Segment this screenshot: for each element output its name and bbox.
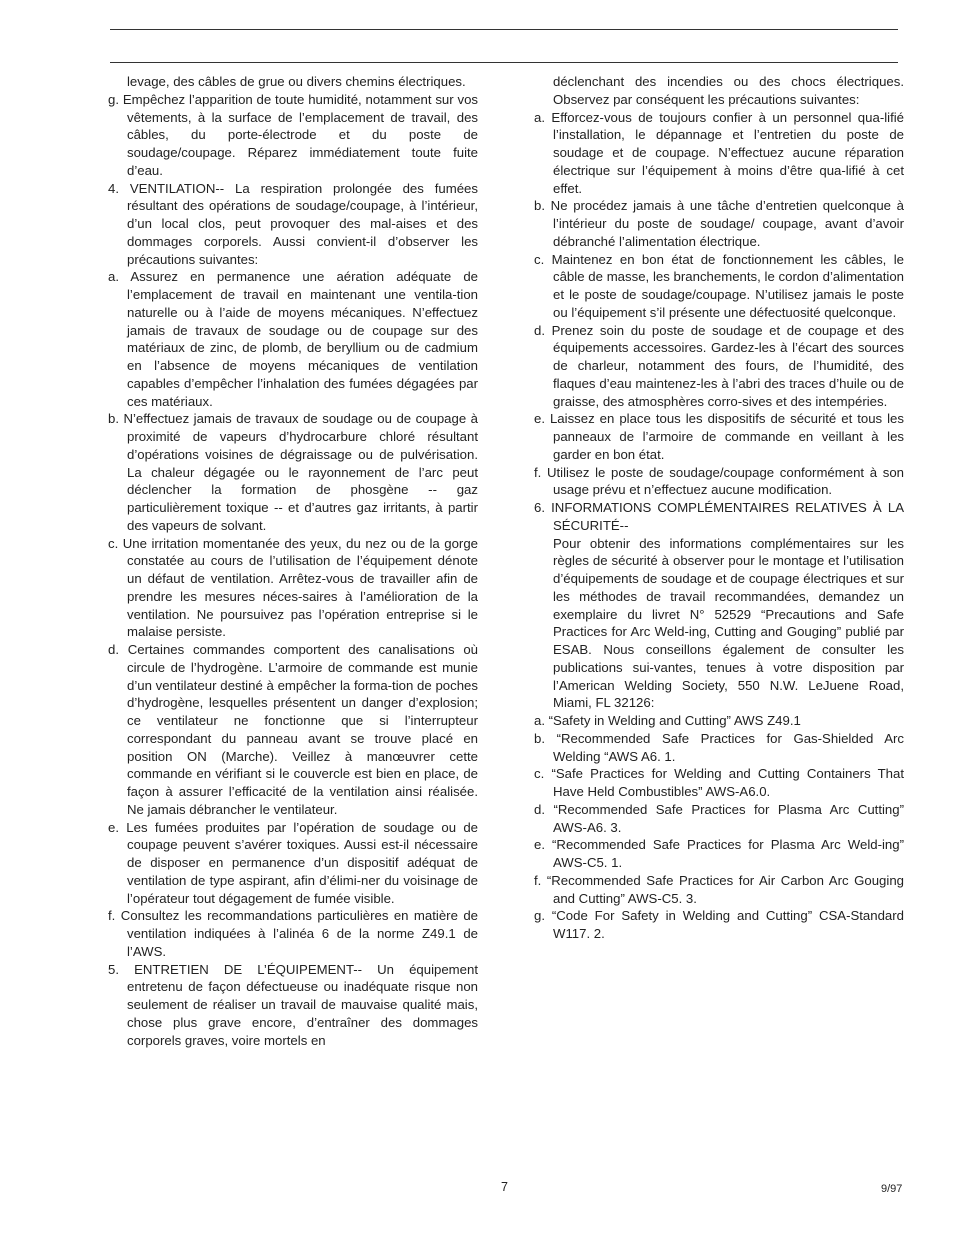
section-heading: 5. ENTRETIEN DE L’ÉQUIPEMENT-- Un équipement entretenu de façon défectueuse ou inadéquate risque non seulement de réaliser un travail de mauvaise qualité mais, chose plus grave encore, d’entraîner des dommages corporels graves, voire mortels en bbox=[108, 961, 478, 1048]
top-rule bbox=[110, 29, 898, 30]
list-item: f. Consultez les recommandations particulières en matière de ventilation indiquées à l’alinéa 6 de la norme Z49.1 de l’AWS. bbox=[108, 908, 478, 959]
list-item: b. Ne procédez jamais à une tâche d’entretien quelconque à l’intérieur du poste de soudage/ coupage, avant d’avoir débranché l’alimentation électrique. bbox=[534, 198, 904, 249]
reference-item: g. “Code For Safety in Welding and Cutting” CSA-Standard W117. 2. bbox=[534, 908, 904, 941]
paragraph: levage, des câbles de grue ou divers chemins électriques. bbox=[127, 74, 466, 89]
list-item: c. Une irritation momentanée des yeux, du nez ou de la gorge constatée au cours de l’utilisation de l’équipement dénote un défaut de ventilation. Arrêtez-vous de travailler afin de prendre les mesures néces-saires à l’amélioration de la ventilation. Ne poursuivez pas l’opération entreprise si le malaise persiste. bbox=[108, 535, 478, 640]
list-item: c. Maintenez en bon état de fonctionnement les câbles, le câble de masse, les branchements, le cordon d’alimentation et le poste de soudage/coupage. N’utilisez jamais le poste ou l’équipement s’il présente une défectuosité quelconque. bbox=[534, 251, 904, 320]
section-heading: 6. INFORMATIONS COMPLÉMENTAIRES RELATIVES À LA SÉCURITÉ-- bbox=[534, 500, 904, 533]
list-item: f. Utilisez le poste de soudage/coupage conformément à son usage prévu et n’effectuez aucune modification. bbox=[534, 464, 904, 498]
reference-item: d. “Recommended Safe Practices for Plasma Arc Cutting” AWS-A6. 3. bbox=[534, 801, 904, 835]
paragraph: Pour obtenir des informations complémentaires sur les règles de sécurité à observer pour le montage et l’utilisation d’équipements de soudage et de coupage électriques et sur les méthodes de travail recommandées, demandez un exemplaire du livret N° 52529 “Precautions and Safe Practices for Arc Weld-ing, Cutting and Gouging” publié par ESAB. Nous conseillons également de consulter les publications sui-vantes, tenues à votre disposition par l’American Welding Society, 550 N.W. LeJuene Road, Miami, FL 32126: bbox=[553, 535, 904, 711]
list-item: e. Les fumées produites par l’opération de soudage ou de coupage peuvent s’avérer toxiques. Aussi est-il nécessaire de disposer en permanence d’un dispositif adéquat de ventilation de type aspirant, afin d’élimi-ner du voisinage de l’opérateur tout dégagement de fumée visible. bbox=[108, 819, 478, 906]
list-item: a. Efforcez-vous de toujours confier à un personnel qua-lifié l’installation, le dépannage et l’entretien du poste de soudage et de coupage. N’effectuez aucune réparation électrique sur l’équipement à moins d’être qua-lifié à cet effet. bbox=[534, 109, 904, 196]
list-item: d. Prenez soin du poste de soudage et de coupage et des équipements accessoires. Gardez-les à l’écart des sources de charleur, notamment des fours, de l’humidité, des flaques d’eau maintenez-les à l’abri des traces d’huile ou de graisse, des atmosphères corro-sives et des intempéries. bbox=[534, 322, 904, 409]
reference-item: f. “Recommended Safe Practices for Air Carbon Arc Gouging and Cutting” AWS-C5. 3. bbox=[534, 872, 904, 906]
reference-item: a. “Safety in Welding and Cutting” AWS Z49.1 bbox=[534, 713, 801, 728]
header-rule bbox=[110, 62, 898, 63]
list-item: e. Laissez en place tous les dispositifs de sécurité et tous les panneaux de l’armoire de commande en veillant à les garder en bon état. bbox=[534, 411, 904, 462]
revision-date: 9/97 bbox=[881, 1183, 903, 1195]
section-heading: 4. VENTILATION-- La respiration prolongée des fumées résultant des opérations de soudage/coupage, à l’intérieur, d’un local clos, peut provoquer des mal-aises et des dommages corporels. Aussi convient-il d’observer les précautions suivantes: bbox=[108, 180, 478, 267]
list-item: a. Assurez en permanence une aération adéquate de l’emplacement de travail en maintenant une ventila-tion naturelle ou à l’aide de moyens mécaniques. N’effectuez jamais de travaux de soudage ou de coupage sur des matériaux de zinc, de plomb, de beryllium ou de cadmium en l’absence de moyens mécaniques de ventilation capables d’empêcher l’inhalation des fumées dégagées par ces matériaux. bbox=[108, 269, 478, 409]
reference-item: b. “Recommended Safe Practices for Gas-Shielded Arc Welding “AWS A6. 1. bbox=[534, 730, 904, 764]
list-item: b. N’effectuez jamais de travaux de soudage ou de coupage à proximité de vapeurs d’hydrocarbure chloré résultant d’opérations voisines de dégraissage ou de pulvérisation. La chaleur dégagée ou le rayonnement de l’arc peut déclencher la formation de phosgène -- gaz particulièrement toxique -- et d’autres gaz irritants, à partir des vapeurs de solvant. bbox=[108, 411, 478, 533]
list-item: g. Empêchez l’apparition de toute humidité, notamment sur vos vêtements, à la surface de l’emplacement de travail, des câbles, du porte-électrode et du poste de soudage/coupage. Réparez immédiatement toute fuite d’eau. bbox=[108, 91, 478, 178]
left-column bbox=[108, 73, 478, 1049]
paragraph: déclenchant des incendies ou des chocs électriques. Observez par conséquent les précautions suivantes: bbox=[553, 74, 904, 107]
reference-item: c. “Safe Practices for Welding and Cutting Containers That Have Held Combustibles” AWS-A6.0. bbox=[534, 766, 904, 799]
reference-item: e. “Recommended Safe Practices for Plasma Arc Weld-ing” AWS-C5. 1. bbox=[534, 837, 904, 870]
list-item: d. Certaines commandes comportent des canalisations où circule de l’hydrogène. L’armoire de commande est munie d’un ventilateur destiné à empêcher la forma-tion de poches d’hydrogène, lesquelles présentent un danger d’explosion; ce ventilateur ne fonctionne que si l’interrupteur correspondant du panneau avant se trouve placé en position ON (Marche). Veillez à manœuvrer cette commande en vérifiant si le couvercle est bien en place, de façon à assurer l’efficacité de la ventilation ainsi réalisée. Ne jamais débrancher le ventilateur. bbox=[108, 642, 478, 817]
right-column bbox=[534, 73, 904, 943]
page-number: 7 bbox=[501, 1180, 508, 1194]
